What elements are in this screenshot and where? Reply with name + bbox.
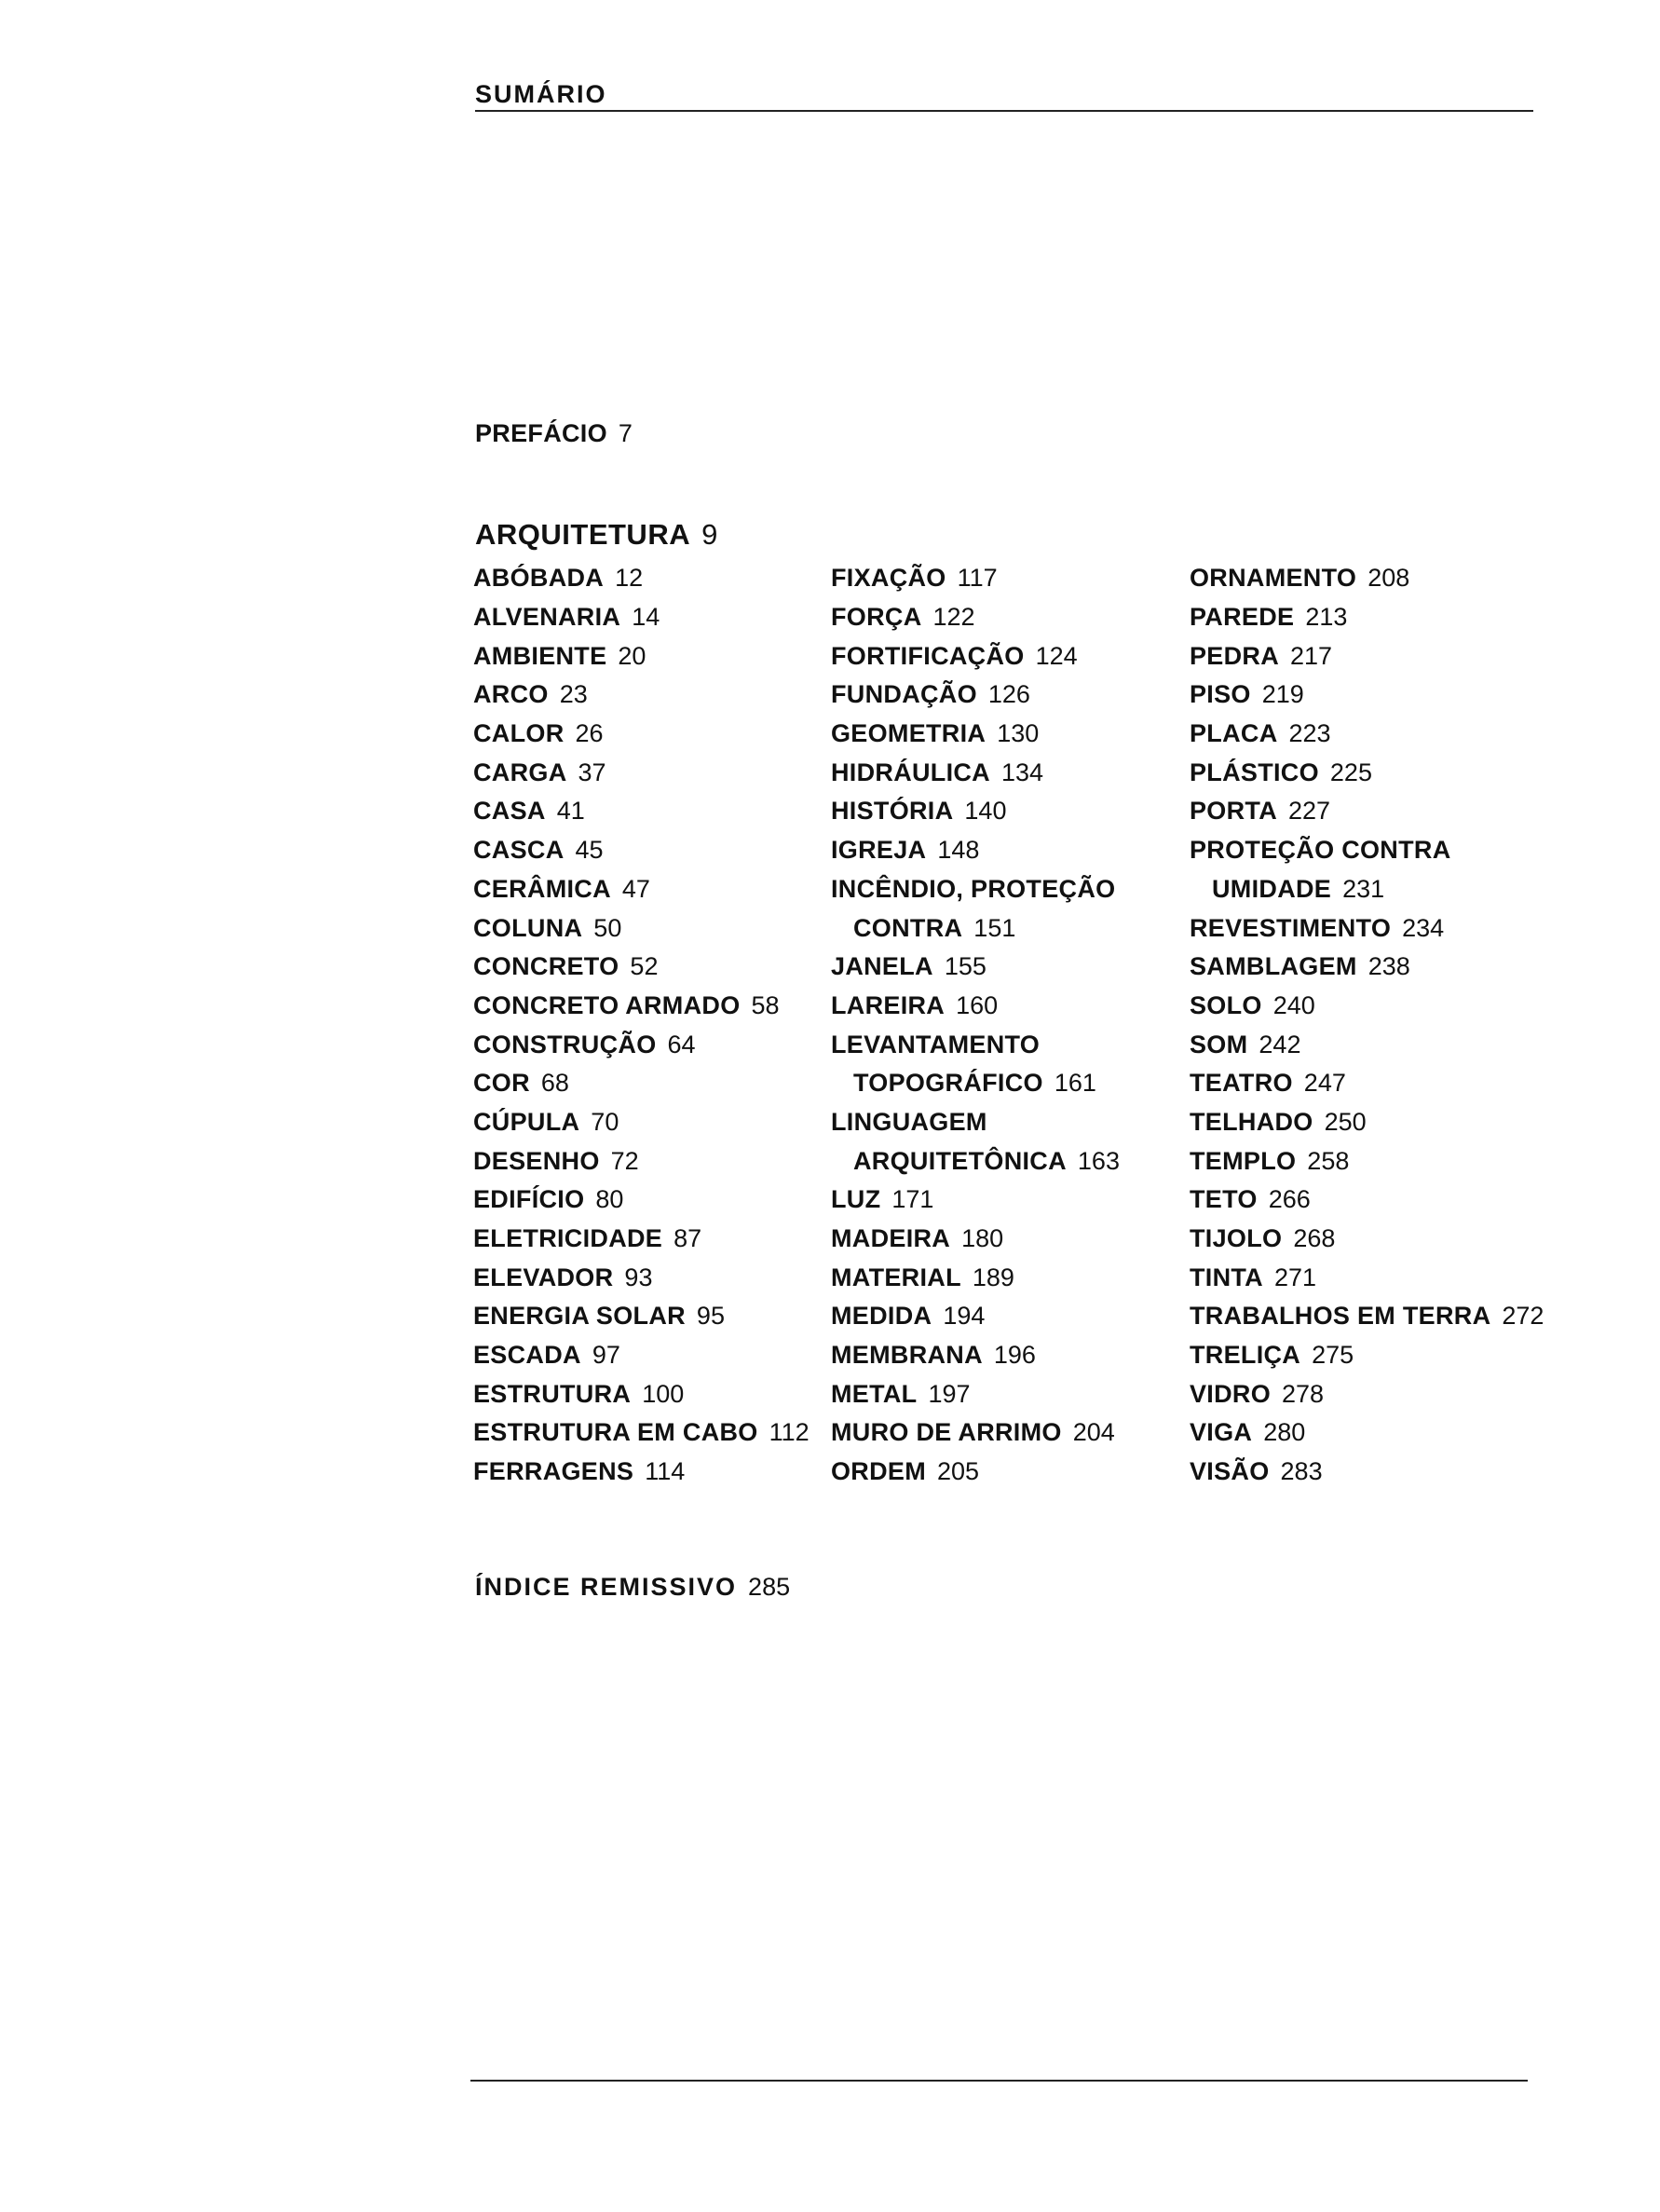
toc-entry-term: JANELA — [831, 952, 933, 981]
toc-entry-term: METAL — [831, 1379, 918, 1408]
toc-entry[interactable] — [473, 1220, 810, 1259]
toc-entry-page: 52 — [630, 952, 659, 981]
toc-entry-page: 20 — [618, 641, 646, 670]
toc-entry-page: 219 — [1261, 680, 1304, 709]
toc-entry[interactable] — [831, 870, 1120, 909]
toc-entry[interactable] — [473, 1374, 810, 1413]
toc-entry[interactable] — [473, 908, 810, 948]
toc-entry[interactable] — [1190, 1141, 1544, 1181]
toc-entry[interactable] — [473, 598, 810, 637]
toc-entry-index[interactable] — [475, 1575, 790, 1600]
toc-entry-page: 45 — [575, 836, 604, 865]
toc-entry[interactable] — [831, 948, 1120, 987]
toc-entry-page: 225 — [1329, 758, 1372, 786]
toc-entry-term: INCÊNDIO, PROTEÇÃO — [831, 874, 1116, 903]
toc-entry[interactable] — [1190, 1336, 1544, 1375]
toc-entry-page: 275 — [1312, 1341, 1354, 1370]
toc-entry[interactable] — [831, 636, 1120, 676]
toc-entry-page: 148 — [937, 836, 980, 865]
toc-entry-page: 247 — [1303, 1069, 1346, 1098]
toc-entry-page: 242 — [1259, 1030, 1301, 1058]
toc-entry-term: LEVANTAMENTO — [831, 1030, 1041, 1058]
toc-entry-term: CARGA — [473, 758, 567, 786]
toc-entry-term: PLÁSTICO — [1190, 758, 1319, 786]
toc-entry-page: 70 — [591, 1107, 619, 1136]
toc-entry[interactable] — [1190, 715, 1544, 754]
toc-entry[interactable] — [1190, 676, 1544, 715]
toc-entry-page: 240 — [1272, 990, 1315, 1019]
toc-entry-page: 205 — [937, 1457, 980, 1486]
toc-entry[interactable] — [473, 870, 810, 909]
toc-entry-term: CONCRETO ARMADO — [473, 990, 741, 1019]
toc-entry-term: TEMPLO — [1190, 1146, 1297, 1175]
toc-entry-page: 151 — [973, 913, 1016, 942]
toc-entry-term: FERRAGENS — [473, 1457, 634, 1486]
toc-section-page: 9 — [701, 518, 718, 551]
toc-entry-term: TINTA — [1190, 1263, 1263, 1291]
toc-entry-term: TIJOLO — [1190, 1224, 1283, 1253]
toc-entry[interactable] — [1190, 870, 1544, 909]
toc-entry[interactable] — [1190, 987, 1544, 1026]
toc-entry-page: 163 — [1077, 1146, 1120, 1175]
toc-entry-term: ESCADA — [473, 1341, 581, 1370]
toc-entry[interactable] — [473, 1025, 810, 1064]
toc-entry[interactable] — [473, 948, 810, 987]
footer-divider — [470, 2080, 1528, 2082]
toc-entry-page: 95 — [696, 1302, 725, 1331]
toc-entry[interactable] — [831, 831, 1120, 870]
toc-entry-page: 196 — [993, 1341, 1036, 1370]
toc-entry[interactable] — [831, 753, 1120, 792]
toc-entry-page: 23 — [559, 680, 588, 709]
toc-entry-page: 238 — [1367, 952, 1410, 981]
toc-entry[interactable] — [473, 636, 810, 676]
toc-entry[interactable] — [1190, 1064, 1544, 1103]
toc-entry-page: 100 — [642, 1379, 685, 1408]
toc-entry-page: 258 — [1307, 1146, 1350, 1175]
toc-entry[interactable] — [473, 1064, 810, 1103]
toc-entry-term: FORÇA — [831, 603, 922, 632]
toc-entry-term: GEOMETRIA — [831, 719, 986, 748]
toc-entry-page: 171 — [891, 1185, 934, 1214]
toc-entry[interactable] — [831, 715, 1120, 754]
toc-entry-term: ORNAMENTO — [1190, 564, 1357, 593]
page-header-title: SUMÁRIO — [475, 80, 607, 108]
toc-entry-page: 26 — [575, 719, 604, 748]
toc-entry-term: VIDRO — [1190, 1379, 1272, 1408]
toc-entry-page: 14 — [632, 603, 660, 632]
toc-entry[interactable] — [1190, 1413, 1544, 1453]
toc-entry-page: 234 — [1402, 913, 1445, 942]
toc-entry[interactable] — [473, 715, 810, 754]
toc-entry[interactable] — [831, 1141, 1120, 1181]
toc-entry-page: 72 — [610, 1146, 639, 1175]
toc-entry-page: 197 — [928, 1379, 971, 1408]
toc-entry-term: CALOR — [473, 719, 565, 748]
toc-entry[interactable] — [1190, 1103, 1544, 1142]
toc-entry-page: 114 — [645, 1457, 686, 1486]
toc-entry-term: CÚPULA — [473, 1107, 580, 1136]
toc-entry-page: 12 — [615, 564, 644, 593]
toc-entry-page: 37 — [578, 758, 606, 786]
toc-entry-term: DESENHO — [473, 1146, 600, 1175]
toc-entry[interactable] — [831, 1258, 1120, 1297]
toc-entry-page: 80 — [595, 1185, 624, 1214]
toc-entry[interactable] — [1190, 1025, 1544, 1064]
toc-entry-page: 97 — [592, 1341, 620, 1370]
toc-entry-page: 223 — [1288, 719, 1331, 748]
toc-entry[interactable] — [473, 676, 810, 715]
toc-entry-term: CONCRETO — [473, 952, 619, 981]
toc-entry-term: ARQUITETÔNICA — [853, 1146, 1067, 1175]
toc-entry-term: SOM — [1190, 1030, 1248, 1058]
toc-entry-term: HISTÓRIA — [831, 797, 954, 826]
toc-entry-term: VIGA — [1190, 1418, 1253, 1447]
toc-entry[interactable] — [473, 987, 810, 1026]
toc-entry-term: CASA — [473, 797, 546, 826]
toc-entry-term: TOPOGRÁFICO — [853, 1069, 1043, 1098]
toc-entry-term: SAMBLAGEM — [1190, 952, 1357, 981]
toc-entry[interactable] — [831, 1297, 1120, 1336]
toc-entry-page: 126 — [987, 680, 1030, 709]
toc-entry-page: 268 — [1293, 1224, 1336, 1253]
toc-entry-page: 194 — [943, 1302, 986, 1331]
toc-entry-page: 278 — [1282, 1379, 1325, 1408]
toc-entry-term: PREFÁCIO — [475, 419, 607, 447]
toc-entry[interactable] — [1190, 753, 1544, 792]
toc-entry[interactable] — [1190, 598, 1544, 637]
toc-entry-term: VISÃO — [1190, 1457, 1270, 1486]
toc-entry-term: TRABALHOS EM TERRA — [1190, 1302, 1491, 1331]
toc-entry-term: IGREJA — [831, 836, 927, 865]
toc-entry-term: PORTA — [1190, 797, 1277, 826]
toc-entry-term: TELHADO — [1190, 1107, 1313, 1136]
toc-entry-page: 155 — [944, 952, 986, 981]
toc-entry-term: UMIDADE — [1212, 874, 1332, 903]
toc-entry-page: 7 — [618, 419, 633, 447]
toc-entry-page: 227 — [1288, 797, 1331, 826]
toc-entry[interactable] — [473, 1413, 810, 1453]
toc-entry[interactable] — [831, 1103, 1120, 1142]
toc-entry-page: 124 — [1035, 641, 1078, 670]
toc-entry-term: ELETRICIDADE — [473, 1224, 663, 1253]
toc-entry-page: 134 — [1001, 758, 1044, 786]
toc-entry[interactable] — [1190, 1374, 1544, 1413]
toc-entry-term: PISO — [1190, 680, 1251, 709]
toc-entry-term: PEDRA — [1190, 641, 1280, 670]
toc-entry[interactable] — [473, 1336, 810, 1375]
toc-entry-term: ÍNDICE REMISSIVO — [475, 1573, 738, 1601]
toc-entry[interactable] — [473, 1258, 810, 1297]
toc-entry-page: 189 — [972, 1263, 1014, 1291]
toc-section-term: ARQUITETURA — [475, 518, 691, 551]
toc-entry-page: 266 — [1268, 1185, 1311, 1214]
toc-entry-page: 180 — [961, 1224, 1004, 1253]
toc-entry-term: COLUNA — [473, 913, 583, 942]
toc-entry-page: 272 — [1502, 1302, 1544, 1331]
toc-entry-page: 117 — [957, 564, 998, 593]
toc-entry-term: REVESTIMENTO — [1190, 913, 1392, 942]
toc-entry[interactable] — [473, 559, 810, 598]
toc-entry-term: LAREIRA — [831, 990, 946, 1019]
toc-entry-page: 271 — [1273, 1263, 1317, 1291]
toc-entry-term: PROTEÇÃO CONTRA — [1190, 836, 1451, 865]
toc-entry-page: 140 — [964, 797, 1007, 826]
toc-entry[interactable] — [1190, 1181, 1544, 1220]
toc-entry-preface[interactable] — [475, 421, 633, 446]
toc-entry[interactable] — [831, 676, 1120, 715]
toc-entry-term: LINGUAGEM — [831, 1107, 987, 1136]
toc-column-1 — [473, 559, 810, 1492]
toc-entry-page: 112 — [769, 1418, 810, 1447]
toc-entry[interactable] — [1190, 908, 1544, 948]
toc-entry[interactable] — [1190, 831, 1544, 870]
toc-entry-term: SOLO — [1190, 990, 1262, 1019]
toc-entry[interactable] — [473, 1181, 810, 1220]
toc-entry[interactable] — [1190, 1258, 1544, 1297]
toc-entry-term: EDIFÍCIO — [473, 1185, 585, 1214]
toc-entry[interactable] — [473, 1453, 810, 1492]
toc-column-2 — [831, 559, 1120, 1492]
toc-entry[interactable] — [831, 1025, 1120, 1064]
toc-entry-term: ENERGIA SOLAR — [473, 1302, 686, 1331]
toc-entry[interactable] — [473, 1103, 810, 1142]
toc-entry[interactable] — [831, 908, 1120, 948]
toc-entry[interactable] — [831, 1336, 1120, 1375]
toc-entry[interactable] — [831, 792, 1120, 831]
toc-entry[interactable] — [831, 1413, 1120, 1453]
toc-entry-term: LUZ — [831, 1185, 881, 1214]
toc-entry-term: ALVENARIA — [473, 603, 621, 632]
toc-entry-term: FIXAÇÃO — [831, 564, 946, 593]
toc-entry-page: 217 — [1290, 641, 1333, 670]
toc-section-heading[interactable] — [475, 520, 717, 549]
toc-entry[interactable] — [1190, 1453, 1544, 1492]
toc-entry-page: 122 — [932, 603, 975, 632]
toc-entry-term: CASCA — [473, 836, 565, 865]
toc-entry-term: ARCO — [473, 680, 549, 709]
toc-entry[interactable] — [1190, 1220, 1544, 1259]
toc-entry-term: CERÂMICA — [473, 874, 611, 903]
toc-entry-page: 68 — [540, 1069, 569, 1098]
toc-entry-page: 161 — [1054, 1069, 1096, 1098]
toc-entry-term: CONTRA — [853, 913, 963, 942]
toc-entry-page: 204 — [1072, 1418, 1115, 1447]
toc-entry-page: 87 — [674, 1224, 702, 1253]
toc-entry[interactable] — [473, 1297, 810, 1336]
toc-column-3 — [1190, 559, 1544, 1492]
toc-entry-page: 160 — [956, 990, 999, 1019]
toc-entry-term: TEATRO — [1190, 1069, 1293, 1098]
toc-entry-page: 208 — [1367, 564, 1410, 593]
toc-entry-page: 47 — [621, 874, 650, 903]
toc-entry-term: FUNDAÇÃO — [831, 680, 977, 709]
toc-entry-term: AMBIENTE — [473, 641, 607, 670]
toc-entry-page: 64 — [667, 1030, 696, 1058]
toc-entry[interactable] — [1190, 792, 1544, 831]
toc-entry-term: MATERIAL — [831, 1263, 961, 1291]
toc-entry[interactable] — [831, 1453, 1120, 1492]
toc-entry-page: 231 — [1342, 874, 1385, 903]
header-divider — [475, 110, 1533, 112]
toc-entry[interactable] — [473, 753, 810, 792]
toc-entry[interactable] — [831, 1181, 1120, 1220]
toc-entry-page: 283 — [1280, 1457, 1323, 1486]
toc-entry[interactable] — [831, 1374, 1120, 1413]
toc-entry-term: ABÓBADA — [473, 564, 605, 593]
toc-entry-term: TETO — [1190, 1185, 1258, 1214]
toc-entry[interactable] — [831, 987, 1120, 1026]
toc-entry[interactable] — [1190, 948, 1544, 987]
toc-entry-term: TRELIÇA — [1190, 1341, 1301, 1370]
toc-entry-term: MEMBRANA — [831, 1341, 983, 1370]
toc-entry[interactable] — [831, 598, 1120, 637]
toc-entry[interactable] — [1190, 559, 1544, 598]
toc-entry-page: 280 — [1263, 1418, 1306, 1447]
toc-entry-term: FORTIFICAÇÃO — [831, 641, 1025, 670]
toc-entry[interactable] — [473, 792, 810, 831]
toc-entry[interactable] — [473, 1141, 810, 1181]
toc-entry-term: PAREDE — [1190, 603, 1295, 632]
toc-entry-term: COR — [473, 1069, 530, 1098]
toc-entry[interactable] — [831, 559, 1120, 598]
toc-entry[interactable] — [1190, 636, 1544, 676]
toc-entry[interactable] — [831, 1064, 1120, 1103]
toc-entry-term: MEDIDA — [831, 1302, 932, 1331]
toc-entry[interactable] — [831, 1220, 1120, 1259]
toc-entry-term: PLACA — [1190, 719, 1278, 748]
toc-entry-term: MURO DE ARRIMO — [831, 1418, 1062, 1447]
toc-entry-page: 93 — [624, 1263, 653, 1291]
toc-entry-term: ELEVADOR — [473, 1263, 614, 1291]
toc-entry-page: 58 — [751, 990, 780, 1019]
toc-entry-term: ESTRUTURA EM CABO — [473, 1418, 758, 1447]
toc-entry-page: 50 — [593, 913, 622, 942]
toc-entry-page: 285 — [748, 1573, 791, 1601]
toc-entry-term: ORDEM — [831, 1457, 926, 1486]
toc-entry-page: 41 — [556, 797, 585, 826]
toc-entry-term: ESTRUTURA — [473, 1379, 632, 1408]
toc-entry-page: 213 — [1305, 603, 1348, 632]
toc-entry-term: CONSTRUÇÃO — [473, 1030, 657, 1058]
toc-entry[interactable] — [473, 831, 810, 870]
toc-entry[interactable] — [1190, 1297, 1544, 1336]
toc-entry-page: 130 — [997, 719, 1040, 748]
toc-entry-page: 250 — [1324, 1107, 1367, 1136]
toc-entry-term: HIDRÁULICA — [831, 758, 990, 786]
toc-entry-term: MADEIRA — [831, 1224, 951, 1253]
